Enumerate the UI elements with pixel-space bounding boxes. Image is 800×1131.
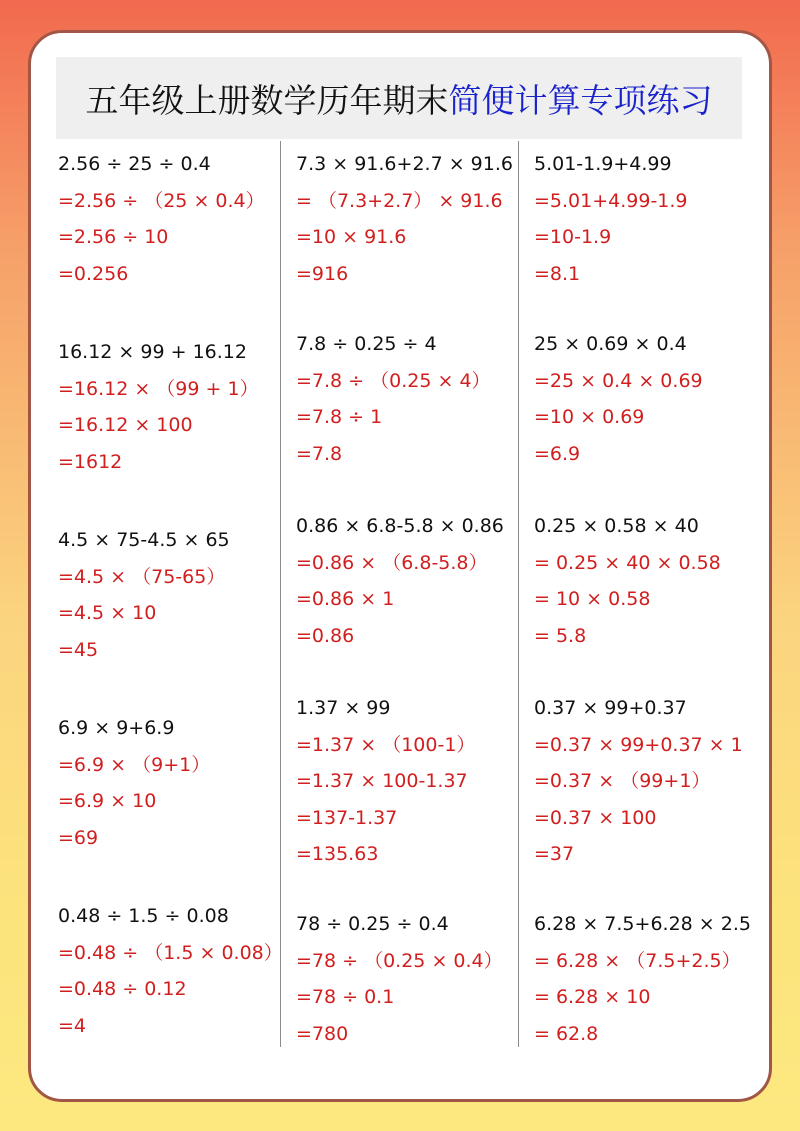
problem-question: 1.37 × 99 <box>296 697 391 719</box>
solution-step: =0.37 × 99+0.37 × 1 <box>534 733 743 756</box>
problem-block <box>534 146 688 292</box>
solution-step: =0.37 × 100 <box>534 806 657 829</box>
page-title <box>86 75 713 122</box>
problem-question: 7.3 × 91.6+2.7 × 91.6 <box>296 153 513 175</box>
solution-step: =78 ÷ （0.25 × 0.4） <box>296 949 503 972</box>
problem-question: 25 × 0.69 × 0.4 <box>534 333 687 355</box>
solution-step: =1.37 × 100-1.37 <box>296 770 468 792</box>
title-main: 五年级上册数学历年期末 <box>85 80 449 120</box>
solution-step: =25 × 0.4 × 0.69 <box>534 369 703 392</box>
solution-step: =16.12 × 100 <box>58 414 193 436</box>
solution-step: =0.37 × （99+1） <box>534 770 711 792</box>
solution-step: =78 ÷ 0.1 <box>296 986 395 1008</box>
problem-block <box>58 710 210 856</box>
solution-step: =10 × 0.69 <box>534 406 645 428</box>
problem-question: 4.5 × 75-4.5 × 65 <box>58 529 230 551</box>
solution-step: =7.8 ÷ 1 <box>296 406 383 428</box>
solution-step: =6.9 × （9+1） <box>58 753 211 776</box>
solution-step: =135.63 <box>296 843 379 865</box>
problem-block <box>58 522 230 668</box>
solution-step: =5.01+4.99-1.9 <box>534 189 688 212</box>
solution-step: =0.86 × （6.8-5.8） <box>296 551 488 574</box>
problem-question: 7.8 ÷ 0.25 ÷ 4 <box>296 333 437 355</box>
problem-question: 0.86 × 6.8-5.8 × 0.86 <box>296 515 504 537</box>
solution-step: =4 <box>58 1014 87 1037</box>
problem-block <box>296 906 503 1052</box>
solution-step: =6.9 × 10 <box>58 790 157 812</box>
title-highlight: 简便计算专项练习 <box>448 80 713 120</box>
solution-step: =45 <box>58 638 99 661</box>
problem-question: 0.25 × 0.58 × 40 <box>534 515 699 537</box>
solution-step: =0.48 ÷ 0.12 <box>58 978 187 1000</box>
solution-step: =10 × 91.6 <box>296 226 407 248</box>
solution-step: = 62.8 <box>534 1022 599 1045</box>
solution-step: =0.86 <box>296 624 355 647</box>
solution-step: =6.9 <box>534 442 581 465</box>
problem-block <box>534 508 721 654</box>
problem-question: 6.9 × 9+6.9 <box>58 717 175 739</box>
solution-step: =69 <box>58 826 99 849</box>
column-divider-2 <box>518 141 519 1047</box>
problem-question: 6.28 × 7.5+6.28 × 2.5 <box>534 913 751 935</box>
problem-block <box>534 690 743 873</box>
solution-step: =4.5 × 10 <box>58 602 157 624</box>
solution-step: =4.5 × （75-65） <box>58 565 226 588</box>
problem-block <box>58 334 259 480</box>
problem-question: 16.12 × 99 + 16.12 <box>58 341 247 363</box>
problem-block <box>296 146 513 292</box>
title-bar <box>56 57 742 139</box>
solution-step: =780 <box>296 1022 349 1045</box>
problem-block <box>58 146 265 292</box>
solution-step: =7.8 <box>296 442 343 465</box>
solution-step: = 5.8 <box>534 624 587 647</box>
solution-step: = 6.28 × （7.5+2.5） <box>534 949 741 972</box>
solution-step: = （7.3+2.7） × 91.6 <box>296 189 503 212</box>
problem-block <box>296 508 504 654</box>
solution-step: =1612 <box>58 450 123 473</box>
solution-step: =0.48 ÷ （1.5 × 0.08） <box>58 941 283 964</box>
solution-step: =16.12 × （99 + 1） <box>58 377 259 400</box>
solution-step: =37 <box>534 843 575 865</box>
solution-step: =1.37 × （100-1） <box>296 733 476 756</box>
problem-block <box>534 906 751 1052</box>
problem-question: 78 ÷ 0.25 ÷ 0.4 <box>296 913 449 935</box>
solution-step: = 6.28 × 10 <box>534 986 651 1008</box>
solution-step: =0.86 × 1 <box>296 588 395 610</box>
solution-step: =2.56 ÷ （25 × 0.4） <box>58 189 265 212</box>
solution-step: = 10 × 0.58 <box>534 588 651 610</box>
problem-question: 5.01-1.9+4.99 <box>534 153 672 175</box>
solution-step: =2.56 ÷ 10 <box>58 226 169 248</box>
solution-step: =7.8 ÷ （0.25 × 4） <box>296 369 491 392</box>
problem-block <box>296 326 491 472</box>
problem-question: 0.37 × 99+0.37 <box>534 697 687 719</box>
solution-step: =137-1.37 <box>296 806 398 829</box>
solution-step: =916 <box>296 262 349 285</box>
problem-question: 0.48 ÷ 1.5 ÷ 0.08 <box>58 905 229 927</box>
problem-block <box>58 898 283 1044</box>
solution-step: =0.256 <box>58 262 129 285</box>
problem-question: 2.56 ÷ 25 ÷ 0.4 <box>58 153 211 175</box>
solution-step: =8.1 <box>534 262 581 285</box>
problem-block <box>296 690 475 873</box>
solution-step: = 0.25 × 40 × 0.58 <box>534 551 721 574</box>
problem-block <box>534 326 703 472</box>
solution-step: =10-1.9 <box>534 226 612 248</box>
